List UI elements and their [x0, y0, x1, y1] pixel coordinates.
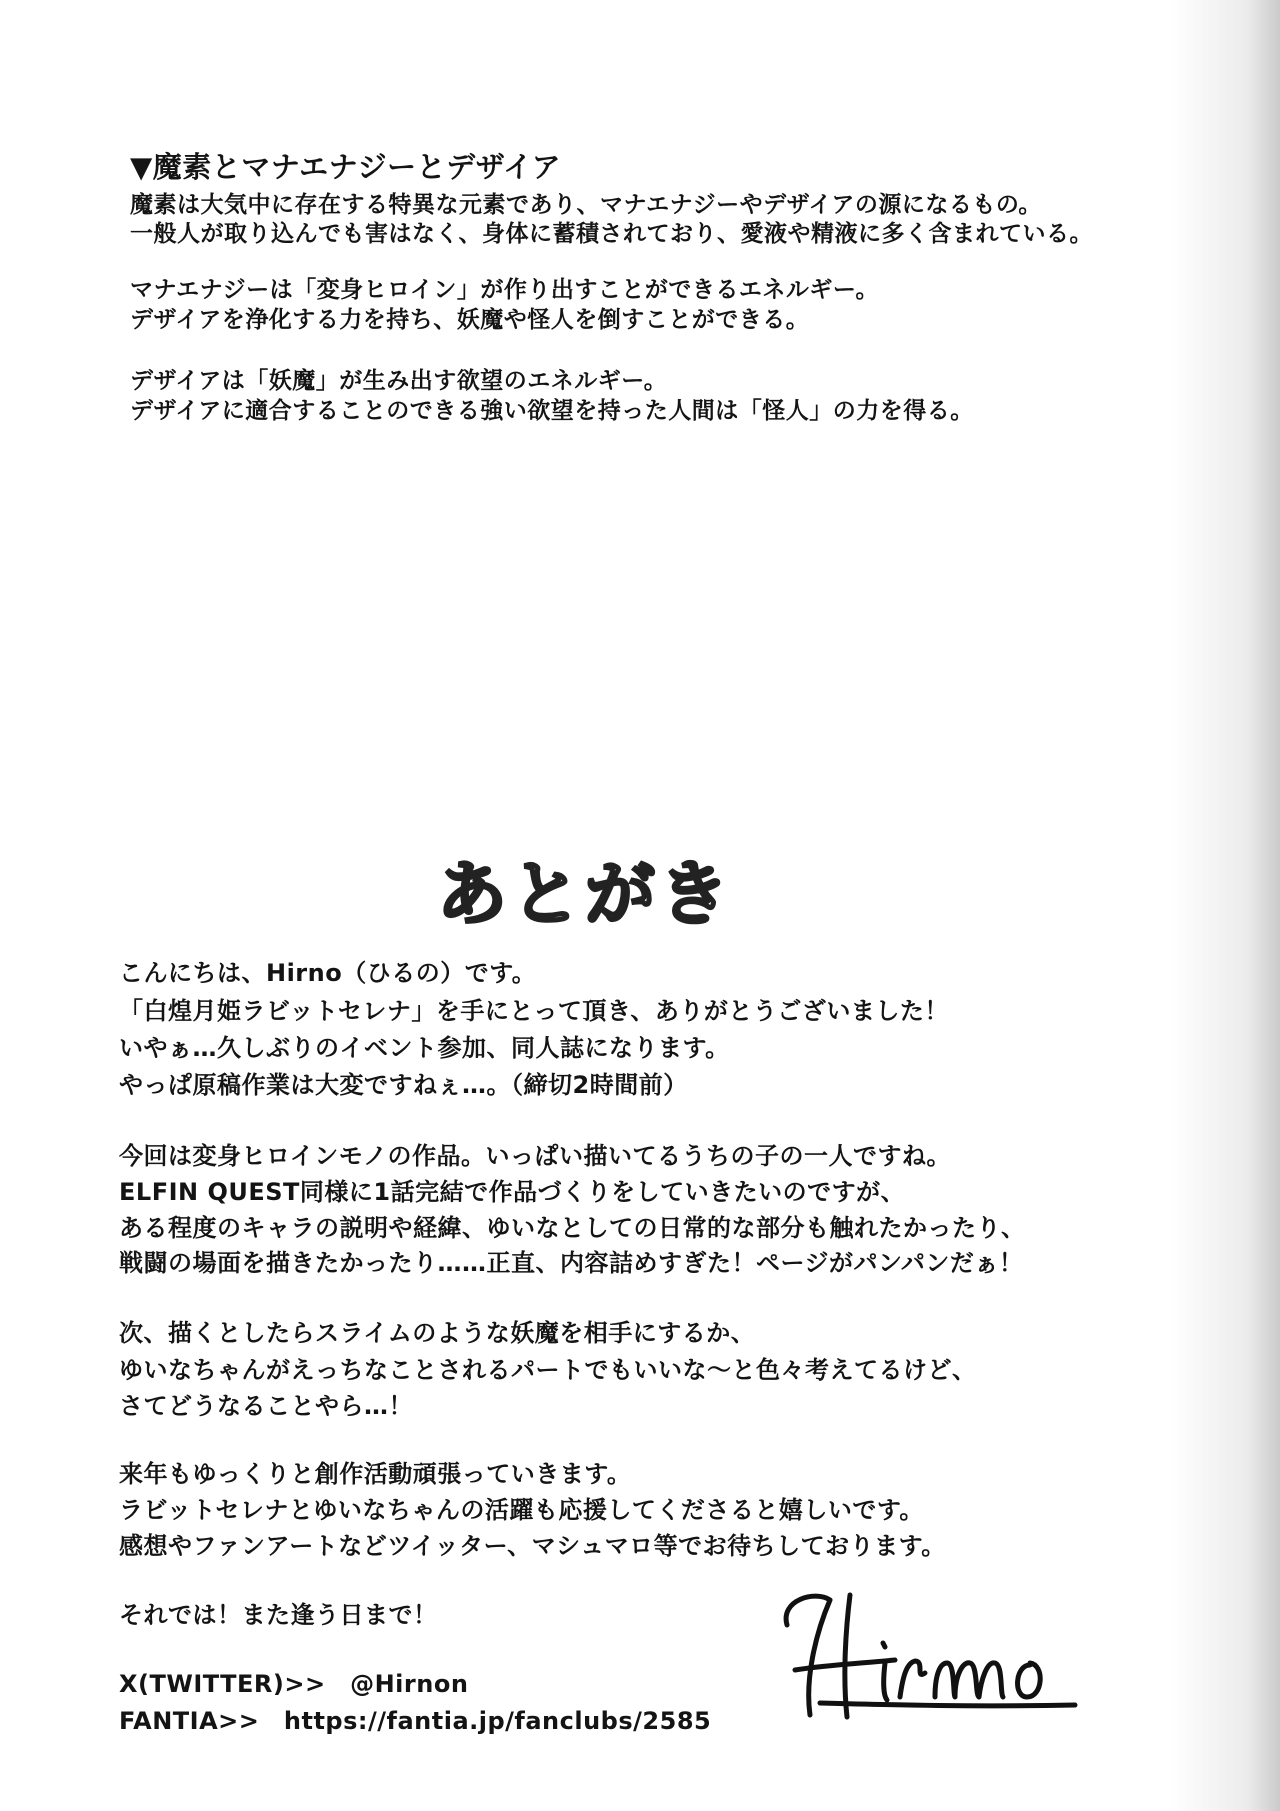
glossary-line: マナエナジーは「変身ヒロイン」が作り出すことができるエネルギー。: [130, 277, 880, 303]
glossary-line: 一般人が取り込んでも害はなく、身体に蓄積されており、愛液や精液に多く含まれている。: [130, 221, 1094, 247]
glossary-line: 魔素は大気中に存在する特異な元素であり、マナエナジーやデザイアの源になるもの。: [130, 192, 1042, 218]
afterword-line: ラビットセレナとゆいなちゃんの活躍も応援してくださると嬉しいです。: [119, 1496, 924, 1524]
afterword-line: 今回は変身ヒロインモノの作品。いっぱい描いてるうちの子の一人ですね。: [119, 1142, 952, 1170]
afterword-line: ある程度のキャラの説明や経緯、ゆいなとしての日常的な部分も触れたかったり、: [119, 1214, 1026, 1242]
afterword-line: 来年もゆっくりと創作活動頑張っていきます。: [119, 1460, 632, 1488]
afterword-line: ゆいなちゃんがえっちなことされるパートでもいいな～と色々考えてるけど、: [119, 1356, 977, 1384]
afterword-line: ELFIN QUEST同様に1話完結で作品づくりをしていきたいのですが、: [119, 1178, 906, 1206]
glossary-heading: ▼魔素とマナエナジーとデザイア: [130, 150, 562, 184]
scan-edge-shadow: [1170, 0, 1280, 1811]
glossary-line: デザイアは「妖魔」が生み出す欲望のエネルギー。: [130, 368, 668, 394]
glossary-line: デザイアを浄化する力を持ち、妖魔や怪人を倒すことができる。: [130, 307, 810, 333]
afterword-line: 戦闘の場面を描きたかったり……正直、内容詰めすぎた！ページがパンパンだぁ！: [119, 1249, 1024, 1277]
afterword-line: こんにちは、Hirno（ひるの）です。: [119, 959, 537, 987]
afterword-line: いやぁ…久しぶりのイベント参加、同人誌になります。: [119, 1034, 730, 1062]
signature-hirno: [775, 1585, 1085, 1725]
afterword-title: あとがき: [437, 853, 733, 935]
afterword-line: さてどうなることやら…！: [119, 1392, 413, 1420]
fantia-link: FANTIA>> https://fantia.jp/fanclubs/2585: [119, 1707, 712, 1735]
afterword-line: 「白煌月姫ラビットセレナ」を手にとって頂き、ありがとうございました！: [119, 997, 949, 1025]
afterword-line: それでは！また逢う日まで！: [119, 1601, 438, 1629]
twitter-link: X(TWITTER)>> @Hirnon: [119, 1670, 469, 1698]
afterword-line: 次、描くとしたらスライムのような妖魔を相手にするか、: [119, 1319, 756, 1347]
glossary-line: デザイアに適合することのできる強い欲望を持った人間は「怪人」の力を得る。: [130, 398, 974, 424]
afterword-line: 感想やファンアートなどツイッター、マシュマロ等でお待ちしております。: [119, 1532, 946, 1560]
afterword-line: やっぱ原稿作業は大変ですねぇ…。（締切2時間前）: [119, 1071, 688, 1099]
